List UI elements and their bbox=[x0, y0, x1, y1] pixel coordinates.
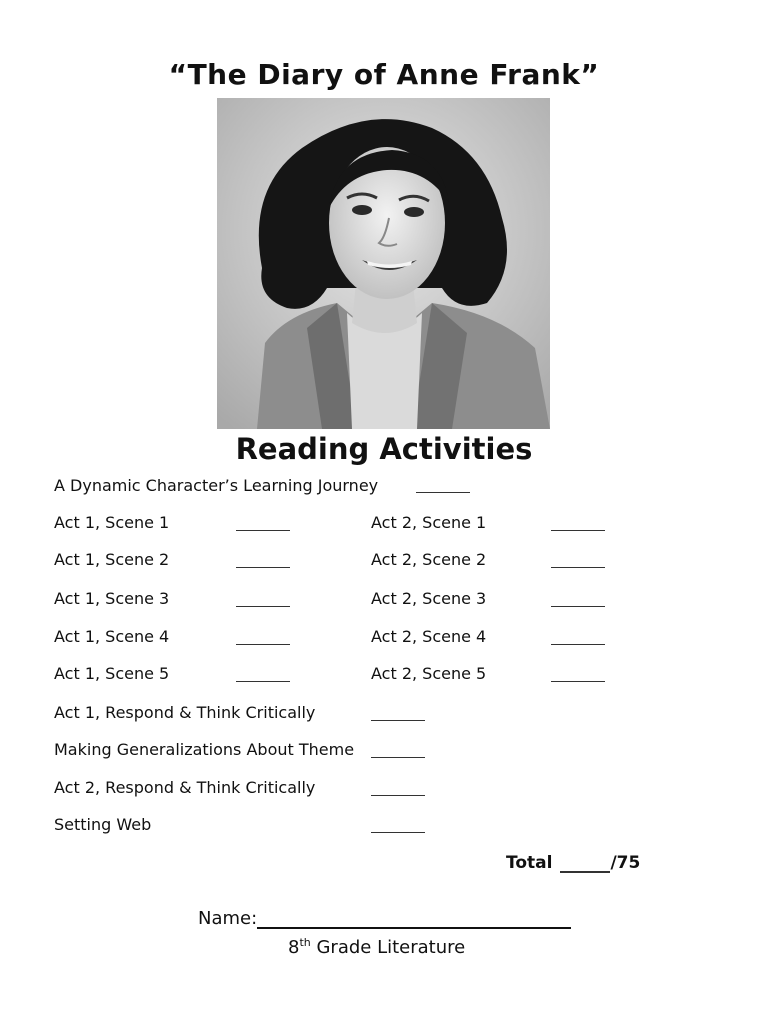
grade-number: 8 bbox=[288, 937, 300, 958]
grade-label bbox=[288, 936, 465, 958]
activity-label: A Dynamic Character’s Learning Journey bbox=[54, 476, 379, 495]
score-blank[interactable] bbox=[371, 818, 425, 833]
scene-label: Act 2, Scene 5 bbox=[371, 664, 487, 683]
score-blank[interactable] bbox=[236, 592, 290, 607]
activity-label: Making Generalizations About Theme bbox=[54, 740, 355, 759]
score-blank[interactable] bbox=[551, 553, 605, 568]
score-blank[interactable] bbox=[551, 630, 605, 645]
score-blank[interactable] bbox=[236, 553, 290, 568]
scene-label: Act 1, Scene 2 bbox=[54, 550, 170, 569]
activity-label: Setting Web bbox=[54, 815, 152, 834]
scene-label: Act 1, Scene 1 bbox=[54, 513, 170, 532]
name-label: Name: bbox=[198, 908, 258, 929]
grade-suffix: th bbox=[299, 936, 311, 949]
score-blank[interactable] bbox=[551, 592, 605, 607]
score-blank[interactable] bbox=[416, 478, 470, 493]
score-blank[interactable] bbox=[371, 743, 425, 758]
score-blank[interactable] bbox=[551, 667, 605, 682]
name-blank[interactable] bbox=[257, 909, 571, 929]
scene-label: Act 2, Scene 3 bbox=[371, 589, 487, 608]
scene-label: Act 1, Scene 4 bbox=[54, 627, 170, 646]
total-out-of: /75 bbox=[610, 853, 641, 873]
scene-label: Act 1, Scene 5 bbox=[54, 664, 170, 683]
name-field bbox=[198, 908, 571, 929]
total-label: Total bbox=[506, 853, 553, 873]
section-heading: Reading Activities bbox=[235, 432, 533, 466]
scene-label: Act 2, Scene 2 bbox=[371, 550, 487, 569]
score-blank[interactable] bbox=[551, 516, 605, 531]
total-blank[interactable] bbox=[560, 855, 610, 873]
total-score bbox=[506, 853, 640, 873]
scene-label: Act 2, Scene 4 bbox=[371, 627, 487, 646]
score-blank[interactable] bbox=[371, 781, 425, 796]
score-blank[interactable] bbox=[236, 516, 290, 531]
score-blank[interactable] bbox=[371, 706, 425, 721]
document-title: “The Diary of Anne Frank” bbox=[168, 58, 600, 91]
scene-label: Act 2, Scene 1 bbox=[371, 513, 487, 532]
activity-label: Act 2, Respond & Think Critically bbox=[54, 778, 316, 797]
activity-label: Act 1, Respond & Think Critically bbox=[54, 703, 316, 722]
score-blank[interactable] bbox=[236, 630, 290, 645]
portrait-photo bbox=[217, 98, 550, 429]
scene-label: Act 1, Scene 3 bbox=[54, 589, 170, 608]
score-blank[interactable] bbox=[236, 667, 290, 682]
grade-text: Grade Literature bbox=[310, 937, 466, 958]
